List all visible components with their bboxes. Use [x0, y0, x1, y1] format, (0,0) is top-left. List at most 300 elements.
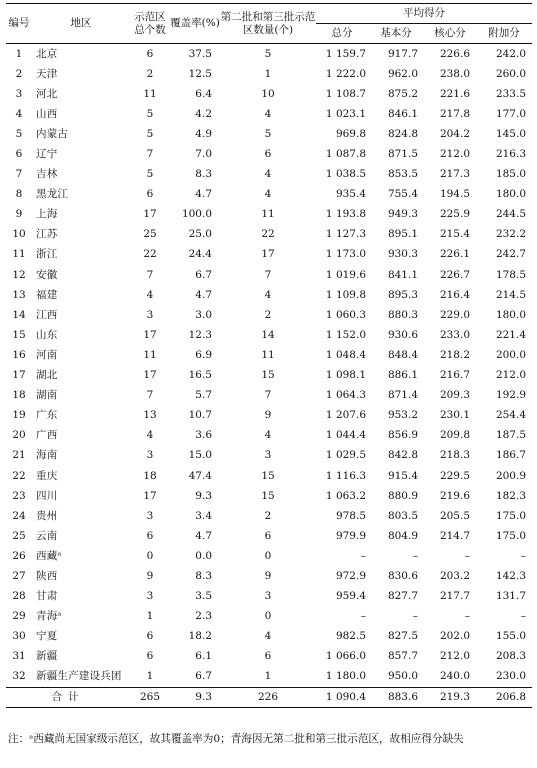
cell-count: 0 — [146, 549, 154, 562]
cell-region: 云南 — [36, 529, 58, 542]
cell-coverage: 8.3 — [195, 168, 212, 181]
cell-region: 福建 — [36, 288, 58, 301]
cell-core: 226.6 — [439, 47, 470, 60]
cell-batch23: 15 — [261, 469, 275, 482]
cell-batch23: 4 — [264, 288, 272, 301]
cell-base: 871.4 — [387, 389, 418, 402]
cell-base: 895.1 — [387, 228, 418, 241]
table-row — [6, 546, 532, 566]
cell-coverage: 100.0 — [181, 208, 212, 221]
cell-batch23: 4 — [264, 107, 272, 120]
cell-no: 27 — [12, 569, 26, 582]
cell-total: 1 116.3 — [325, 469, 366, 482]
cell-batch23: 3 — [264, 590, 272, 603]
cell-batch23: 5 — [264, 127, 272, 140]
cell-batch23: 15 — [261, 369, 275, 382]
cell-no: 26 — [12, 549, 26, 562]
cell-bonus: 208.3 — [495, 650, 526, 663]
cell-region: 四川 — [36, 489, 58, 502]
cell-total: 1 180.0 — [325, 670, 366, 683]
cell-no: 9 — [15, 208, 23, 221]
cell-no: 2 — [15, 67, 23, 80]
cell-core: 233.0 — [439, 328, 470, 341]
cell-base: 846.1 — [387, 107, 418, 120]
cell-base: 875.2 — [387, 87, 418, 100]
cell-base: 930.3 — [387, 248, 418, 261]
cell-coverage: 0.0 — [195, 549, 212, 562]
cell-total: 1 109.8 — [325, 288, 366, 301]
cell-batch23: 6 — [264, 529, 272, 542]
cell-no: 11 — [12, 248, 26, 261]
cell-base: 949.3 — [387, 208, 418, 221]
total-row — [6, 688, 532, 708]
cell-bonus: 178.5 — [495, 268, 526, 281]
cell-coverage: 3.0 — [195, 308, 212, 321]
cell-total: 1 066.0 — [325, 650, 366, 663]
cell-count: 6 — [146, 188, 154, 201]
cell-region: 海南 — [36, 449, 58, 462]
cell-count: 7 — [146, 389, 154, 402]
header-bonus: 附加分 — [476, 24, 532, 44]
cell-coverage: 7.0 — [195, 148, 212, 161]
cell-bonus: 177.0 — [495, 107, 526, 120]
cell-region: 广西 — [36, 429, 58, 442]
cell-total: 1 060.3 — [325, 308, 366, 321]
cell-count: 7 — [146, 268, 154, 281]
table-row — [6, 44, 532, 65]
cell-total: 1 222.0 — [325, 67, 366, 80]
cell-coverage: 16.5 — [188, 369, 212, 382]
cell-coverage: 6.4 — [195, 87, 212, 100]
cell-batch23: 4 — [264, 168, 272, 181]
cell-coverage: 3.5 — [195, 590, 212, 603]
cell-coverage: 6.7 — [195, 268, 212, 281]
cell-count: 9 — [146, 569, 154, 582]
cell-no: 32 — [12, 670, 26, 683]
cell-batch23: 4 — [264, 429, 272, 442]
cell-batch23: 1 — [264, 670, 272, 683]
cell-batch23: 11 — [261, 348, 275, 361]
cell-core: 225.9 — [439, 208, 470, 221]
cell-core: 229.5 — [439, 469, 470, 482]
cell-coverage: 6.1 — [195, 650, 212, 663]
cell-bonus: 200.0 — [495, 348, 526, 361]
cell-region: 山东 — [36, 328, 58, 341]
cell-batch23: 6 — [264, 650, 272, 663]
cell-count: 1 — [146, 670, 154, 683]
cell-coverage: 12.3 — [188, 328, 212, 341]
cell-base: 895.3 — [387, 288, 418, 301]
cell-base: 915.4 — [387, 469, 418, 482]
cell-core: 216.7 — [439, 369, 470, 382]
cell-bonus: 242.7 — [495, 248, 526, 261]
cell-total: 982.5 — [335, 630, 366, 643]
cell-region: 湖南 — [36, 389, 58, 402]
cell-count: 6 — [146, 529, 154, 542]
header-base: 基本分 — [368, 24, 424, 44]
cell-region: 天津 — [36, 67, 58, 80]
cell-count: 17 — [143, 328, 157, 341]
cell-coverage: 10.7 — [188, 409, 212, 422]
cell-count: 1 — [146, 610, 154, 623]
cell-batch23: 17 — [261, 248, 275, 261]
cell-bonus: 155.0 — [495, 630, 526, 643]
cell-base: 824.8 — [387, 127, 418, 140]
cell-total: 1 087.8 — [325, 148, 366, 161]
total-coverage: 9.3 — [170, 688, 220, 708]
cell-no: 25 — [12, 529, 26, 542]
cell-count: 17 — [143, 489, 157, 502]
cell-count: 17 — [143, 369, 157, 382]
cell-total: 969.8 — [335, 127, 366, 140]
cell-count: 3 — [146, 449, 154, 462]
cell-total: 1 019.6 — [325, 268, 366, 281]
cell-base: 842.8 — [387, 449, 418, 462]
cell-no: 24 — [12, 509, 26, 522]
table-row — [6, 667, 532, 688]
cell-no: 1 — [15, 47, 23, 60]
cell-no: 8 — [15, 188, 23, 201]
cell-base: 857.7 — [387, 650, 418, 663]
cell-core: 229.0 — [439, 308, 470, 321]
cell-count: 6 — [146, 650, 154, 663]
cell-core: 230.1 — [439, 409, 470, 422]
cell-region: 青海ᵃ — [36, 610, 62, 623]
cell-region: 上海 — [36, 208, 58, 221]
cell-batch23: 9 — [264, 569, 272, 582]
cell-no: 21 — [12, 449, 26, 462]
cell-no: 19 — [12, 409, 26, 422]
cell-core: 212.0 — [439, 148, 470, 161]
total-bonus: 206.8 — [476, 688, 532, 708]
cell-region: 山西 — [36, 107, 58, 120]
cell-no: 20 — [12, 429, 26, 442]
cell-batch23: 9 — [264, 409, 272, 422]
cell-base: 962.0 — [387, 67, 418, 80]
cell-count: 3 — [146, 509, 154, 522]
table-row — [6, 165, 532, 185]
cell-region: 贵州 — [36, 509, 58, 522]
cell-bonus: 216.3 — [495, 148, 526, 161]
cell-core: 212.0 — [439, 650, 470, 663]
cell-no: 5 — [15, 127, 23, 140]
cell-coverage: 8.3 — [195, 569, 212, 582]
cell-core: 204.2 — [439, 127, 470, 140]
cell-batch23: 0 — [264, 610, 272, 623]
cell-region: 河北 — [36, 87, 58, 100]
cell-coverage: 3.4 — [195, 509, 212, 522]
cell-batch23: 15 — [261, 489, 275, 502]
cell-coverage: 6.9 — [195, 348, 212, 361]
cell-region: 辽宁 — [36, 148, 58, 161]
cell-core: 217.3 — [439, 168, 470, 181]
cell-total: 1 207.6 — [325, 409, 366, 422]
table-row — [6, 185, 532, 205]
cell-total: 1 098.1 — [325, 369, 366, 382]
cell-coverage: 4.7 — [195, 288, 212, 301]
table-row — [6, 647, 532, 667]
cell-no: 4 — [15, 107, 23, 120]
cell-no: 22 — [12, 469, 26, 482]
cell-no: 14 — [12, 308, 26, 321]
cell-batch23: 7 — [264, 389, 272, 402]
cell-region: 宁夏 — [36, 630, 58, 643]
cell-total: 1 193.8 — [325, 208, 366, 221]
cell-bonus: 185.0 — [495, 168, 526, 181]
total-core: 219.3 — [424, 688, 476, 708]
cell-region: 陕西 — [36, 569, 58, 582]
cell-count: 2 — [146, 67, 154, 80]
cell-base: 755.4 — [387, 188, 418, 201]
cell-core: 238.0 — [439, 67, 470, 80]
cell-base: – — [412, 549, 418, 562]
cell-coverage: 37.5 — [188, 47, 212, 60]
cell-region: 重庆 — [36, 469, 58, 482]
total-label: 合计 — [6, 688, 130, 708]
header-core: 核心分 — [424, 24, 476, 44]
cell-base: 830.6 — [387, 569, 418, 582]
table-row — [6, 144, 532, 164]
cell-core: 221.6 — [439, 87, 470, 100]
cell-total: 1 023.1 — [325, 107, 366, 120]
cell-total: 979.9 — [335, 529, 366, 542]
cell-no: 17 — [12, 369, 26, 382]
cell-total: 1 064.3 — [325, 389, 366, 402]
table-row — [6, 587, 532, 607]
cell-no: 23 — [12, 489, 26, 502]
cell-total: 1 127.3 — [325, 228, 366, 241]
table-row — [6, 124, 532, 144]
cell-no: 7 — [15, 168, 23, 181]
table-row — [6, 305, 532, 325]
cell-region: 江西 — [36, 308, 58, 321]
cell-batch23: 5 — [264, 47, 272, 60]
cell-batch23: 10 — [261, 87, 275, 100]
cell-coverage: 12.5 — [188, 67, 212, 80]
cell-no: 10 — [12, 228, 26, 241]
cell-coverage: 18.2 — [188, 630, 212, 643]
cell-no: 15 — [12, 328, 26, 341]
table-row — [6, 607, 532, 627]
cell-region: 河南 — [36, 348, 58, 361]
cell-bonus: 187.5 — [495, 429, 526, 442]
cell-core: 226.1 — [439, 248, 470, 261]
cell-bonus: 145.0 — [495, 127, 526, 140]
cell-no: 28 — [12, 590, 26, 603]
table-row — [6, 205, 532, 225]
cell-count: 18 — [143, 469, 157, 482]
table-row — [6, 526, 532, 546]
cell-batch23: 3 — [264, 449, 272, 462]
cell-coverage: 4.9 — [195, 127, 212, 140]
table-row — [6, 64, 532, 84]
cell-count: 6 — [146, 630, 154, 643]
table-row — [6, 245, 532, 265]
cell-core: 194.5 — [439, 188, 470, 201]
cell-core: 219.6 — [439, 489, 470, 502]
cell-count: 7 — [146, 148, 154, 161]
cell-core: 226.7 — [439, 268, 470, 281]
cell-base: 803.5 — [387, 509, 418, 522]
cell-base: 871.5 — [387, 148, 418, 161]
cell-bonus: 192.9 — [495, 389, 526, 402]
table-footnote: 注：ᵃ西藏尚无国家级示范区，故其覆盖率为0；青海因无第二批和第三批示范区，故相应得分缺失 — [8, 733, 464, 745]
cell-region: 内蒙古 — [36, 127, 69, 140]
cell-batch23: 22 — [261, 228, 275, 241]
header-no: 编号 — [6, 4, 32, 44]
cell-no: 18 — [12, 389, 26, 402]
cell-bonus: 200.9 — [495, 469, 526, 482]
cell-core: 218.3 — [439, 449, 470, 462]
cell-coverage: 47.4 — [188, 469, 212, 482]
table-body — [6, 44, 532, 708]
cell-base: 827.5 — [387, 630, 418, 643]
cell-region: 甘肃 — [36, 590, 58, 603]
cell-batch23: 1 — [264, 67, 272, 80]
cell-bonus: – — [520, 549, 526, 562]
cell-core: 209.3 — [439, 389, 470, 402]
cell-bonus: 182.3 — [495, 489, 526, 502]
cell-count: 17 — [143, 208, 157, 221]
header-total: 总分 — [316, 24, 368, 44]
cell-region: 新疆 — [36, 650, 58, 663]
table-row — [6, 366, 532, 386]
cell-batch23: 2 — [264, 509, 272, 522]
cell-no: 29 — [12, 610, 26, 623]
table-row — [6, 104, 532, 124]
cell-base: 953.2 — [387, 409, 418, 422]
cell-total: 1 063.2 — [325, 489, 366, 502]
cell-core: 215.4 — [439, 228, 470, 241]
cell-total: – — [360, 610, 366, 623]
cell-no: 12 — [12, 268, 26, 281]
cell-bonus: 230.0 — [495, 670, 526, 683]
cell-base: – — [412, 610, 418, 623]
cell-bonus: 242.0 — [495, 47, 526, 60]
cell-no: 31 — [12, 650, 26, 663]
cell-coverage: 5.7 — [195, 389, 212, 402]
cell-count: 5 — [146, 127, 154, 140]
cell-core: 217.8 — [439, 107, 470, 120]
cell-bonus: 260.0 — [495, 67, 526, 80]
header-coverage: 覆盖率(%) — [170, 4, 220, 44]
cell-bonus: 244.5 — [495, 208, 526, 221]
cell-coverage: 15.0 — [188, 449, 212, 462]
cell-core: 205.5 — [439, 509, 470, 522]
cell-coverage: 6.7 — [195, 670, 212, 683]
cell-total: 1 108.7 — [325, 87, 366, 100]
cell-no: 3 — [15, 87, 23, 100]
table-row — [6, 566, 532, 586]
cell-region: 安徽 — [36, 268, 58, 281]
cell-base: 950.0 — [387, 670, 418, 683]
table-row — [6, 285, 532, 305]
cell-base: 856.9 — [387, 429, 418, 442]
cell-core: 217.7 — [439, 590, 470, 603]
cell-coverage: 25.0 — [188, 228, 212, 241]
cell-count: 6 — [146, 47, 154, 60]
header-batch23: 第二批和第三批示范区数量(个) — [220, 4, 316, 44]
cell-bonus: 180.0 — [495, 308, 526, 321]
cell-base: 886.1 — [387, 369, 418, 382]
table-row — [6, 345, 532, 365]
cell-region: 北京 — [36, 47, 58, 60]
cell-base: 848.4 — [387, 348, 418, 361]
cell-bonus: 175.0 — [495, 509, 526, 522]
cell-bonus: 214.5 — [495, 288, 526, 301]
header-avg-score: 平均得分 — [316, 4, 532, 24]
cell-batch23: 2 — [264, 308, 272, 321]
cell-core: 218.2 — [439, 348, 470, 361]
cell-region: 江苏 — [36, 228, 58, 241]
table-row — [6, 225, 532, 245]
cell-total: 935.4 — [335, 188, 366, 201]
cell-count: 11 — [143, 87, 157, 100]
cell-count: 5 — [146, 168, 154, 181]
cell-total: 1 038.5 — [325, 168, 366, 181]
cell-total: 978.5 — [335, 509, 366, 522]
cell-total: 1 159.7 — [325, 47, 366, 60]
total-batch23: 226 — [220, 688, 316, 708]
table-row — [6, 386, 532, 406]
cell-coverage: 24.4 — [188, 248, 212, 261]
cell-core: – — [464, 549, 470, 562]
cell-base: 880.3 — [387, 308, 418, 321]
header-region: 地区 — [32, 4, 130, 44]
cell-count: 4 — [146, 288, 154, 301]
cell-region: 黑龙江 — [36, 188, 69, 201]
header-count: 示范区总个数 — [130, 4, 170, 44]
cell-bonus: 233.5 — [495, 87, 526, 100]
cell-total: 972.9 — [335, 569, 366, 582]
cell-no: 30 — [12, 630, 26, 643]
cell-core: 214.7 — [439, 529, 470, 542]
cell-total: 959.4 — [335, 590, 366, 603]
cell-coverage: 4.7 — [195, 529, 212, 542]
cell-batch23: 14 — [261, 328, 275, 341]
cell-base: 827.7 — [387, 590, 418, 603]
cell-region: 吉林 — [36, 168, 58, 181]
total-base: 883.6 — [368, 688, 424, 708]
cell-bonus: 175.0 — [495, 529, 526, 542]
cell-total: 1 152.0 — [325, 328, 366, 341]
cell-total: 1 048.4 — [325, 348, 366, 361]
cell-coverage: 3.6 — [195, 429, 212, 442]
cell-base: 930.6 — [387, 328, 418, 341]
cell-region: 广东 — [36, 409, 58, 422]
cell-count: 4 — [146, 429, 154, 442]
cell-bonus: 180.0 — [495, 188, 526, 201]
cell-bonus: 254.4 — [495, 409, 526, 422]
table-row — [6, 426, 532, 446]
cell-count: 22 — [143, 248, 157, 261]
table-row — [6, 265, 532, 285]
cell-coverage: 4.2 — [195, 107, 212, 120]
total-total: 1 090.4 — [316, 688, 368, 708]
cell-core: 216.4 — [439, 288, 470, 301]
cell-count: 13 — [143, 409, 157, 422]
cell-coverage: 9.3 — [195, 489, 212, 502]
cell-no: 13 — [12, 288, 26, 301]
cell-base: 841.1 — [387, 268, 418, 281]
cell-coverage: 4.7 — [195, 188, 212, 201]
cell-core: 240.0 — [439, 670, 470, 683]
table-row — [6, 486, 532, 506]
cell-region: 湖北 — [36, 369, 58, 382]
cell-coverage: 2.3 — [195, 610, 212, 623]
cell-region: 西藏ᵃ — [36, 549, 62, 562]
table-row — [6, 506, 532, 526]
